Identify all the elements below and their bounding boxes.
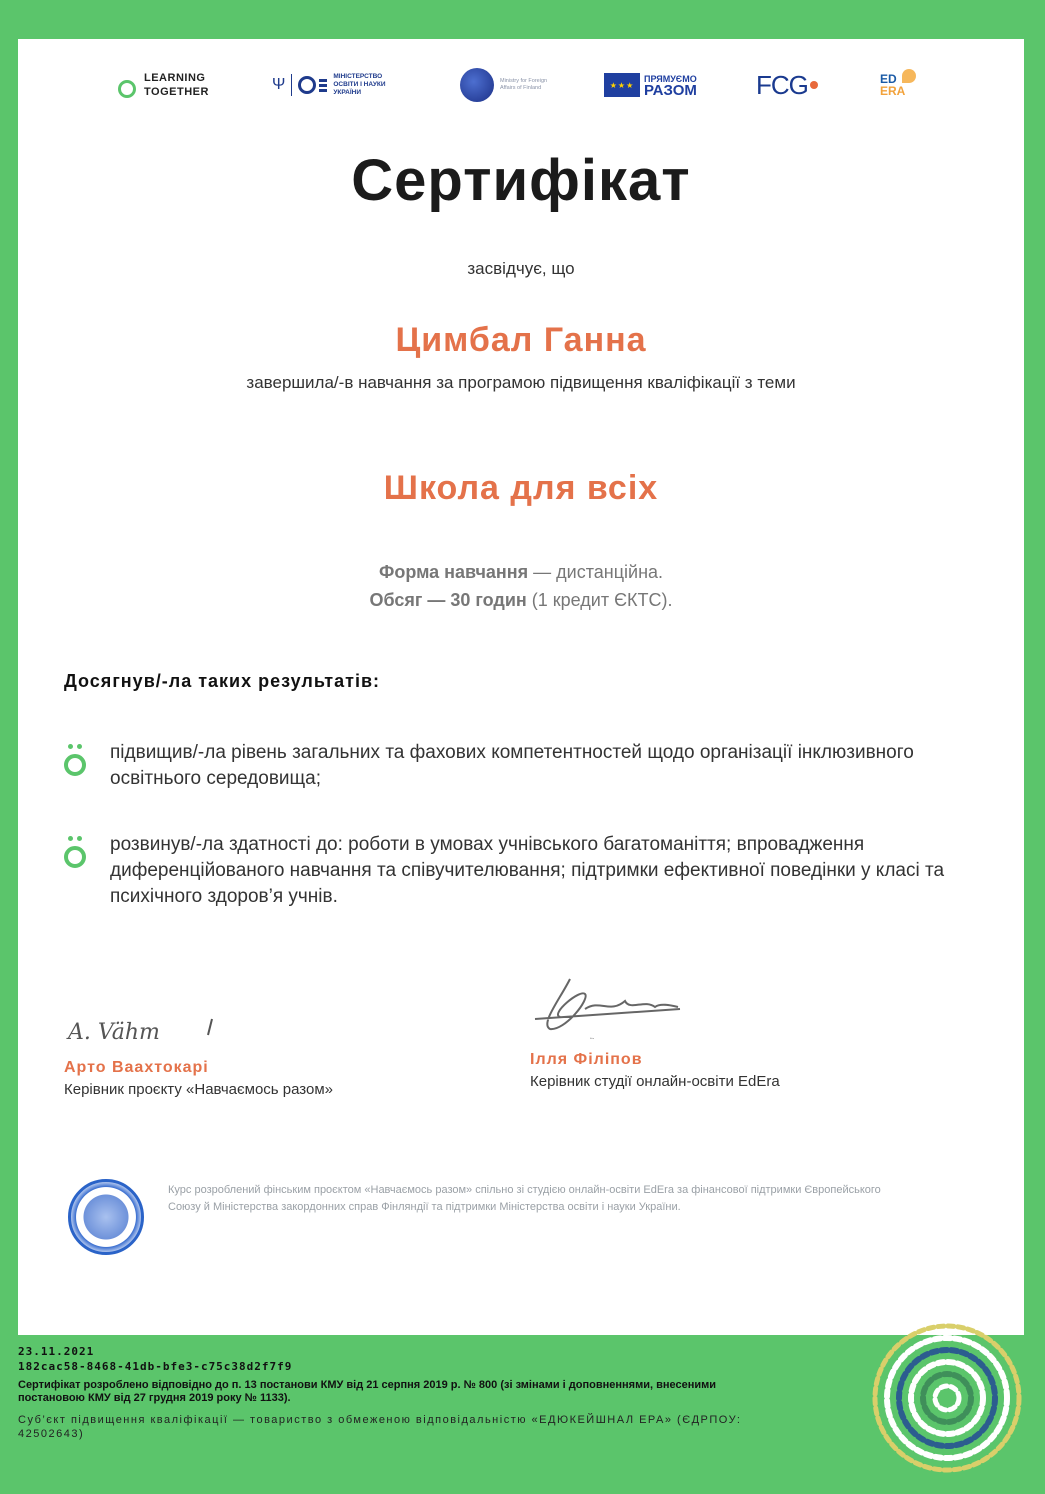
- result-item: підвищив/-ла рівень загальних та фахових компетентностей щодо організації інклюзивного освітнього середовища;: [64, 740, 964, 792]
- svg-text:Фіт: Фіт: [590, 1038, 595, 1040]
- finland-mfa-logo: Ministry for Foreign Affairs of Finland: [460, 65, 548, 105]
- volume-value: (1 кредит ЄКТС).: [526, 590, 673, 610]
- finland-emblem-icon: [460, 68, 494, 102]
- course-title: Школа для всіх: [383, 469, 659, 507]
- form-value: — дистанційна.: [528, 562, 664, 582]
- certifies-text: засвідчує, що: [467, 259, 575, 278]
- spiral-mosaic-icon: [862, 1318, 1032, 1488]
- edera-logo: ED ERA: [880, 65, 905, 105]
- signatory-role: Керівник проєкту «Навчаємось разом»: [64, 1081, 333, 1098]
- volume-label: Обсяг — 30 годин: [369, 590, 527, 610]
- result-item: розвинув/-ла здатності до: роботи в умовах учнівського багатоманіття; впровадження диференційованого навчання та співучителювання; підтримки ефективної поведінки у класі та психічного здоров’я учнів.: [64, 832, 964, 910]
- bullet-ring-icon: [64, 744, 86, 774]
- learning-together-logo: LEARNING TOGETHER: [118, 65, 209, 105]
- pryamuyemo-razom-logo: ★★★ ПРЯМУЄМО РАЗОМ: [604, 65, 697, 105]
- signatory-role: Керівник студії онлайн-освіти EdEra: [530, 1073, 780, 1090]
- learning-together-icon: [118, 80, 136, 98]
- official-seal-icon: [68, 1179, 144, 1255]
- certificate-id: 182cac58-8468-41db-bfe3-c75c38d2f7f9: [18, 1360, 293, 1373]
- signature-image: [530, 969, 930, 1047]
- footnote: Курс розроблений фінським проєктом «Навчаємось разом» спільно зі студією онлайн-освіти EdEra за фінансової підтримки Європейського Союзу й Міністерства закордонних справ Фінляндії та підтримки Міністерства освіти і науки України.: [168, 1184, 881, 1213]
- signature-image: [64, 1009, 464, 1055]
- bullet-ring-icon: [64, 836, 86, 866]
- certificate-sheet: [18, 39, 1024, 1335]
- issuing-entity: Суб’єкт підвищення кваліфікації — товариство з обмеженою відповідальністю «ЕДЮКЕЙШНАЛ ЕРА» (ЄДРПОУ: 42502643): [18, 1414, 742, 1440]
- course-meta: [18, 558, 1024, 614]
- svg-text:A. Vähm: A. Vähm: [68, 1020, 160, 1045]
- ministry-logo: Ψ МІНІСТЕРСТВО ОСВІТИ І НАУКИ УКРАЇНИ: [272, 73, 386, 96]
- fcg-dot-icon: [810, 81, 818, 89]
- issue-date: 23.11.2021: [18, 1345, 95, 1358]
- recipient-name: Цимбал Ганна: [395, 321, 647, 359]
- certificate-title: Сертифікат: [351, 148, 691, 213]
- signatory-name: Арто Ваахтокарі: [64, 1059, 209, 1076]
- results-heading: Досягнув/-ла таких результатів:: [64, 671, 381, 691]
- partner-logos: [18, 65, 1024, 105]
- signature-block: [530, 969, 930, 1090]
- legal-basis: Сертифікат розроблено відповідно до п. 13 постанови КМУ від 21 серпня 2019 р. № 800 (зі змінами і доповненнями, внесеними постановою КМУ від 27 грудня 2019 року № 1133).: [18, 1379, 717, 1404]
- form-label: Форма навчання: [378, 562, 529, 582]
- signatory-name: Ілля Філіпов: [530, 1051, 643, 1068]
- trident-icon: Ψ: [272, 76, 286, 93]
- completed-text: завершила/-в навчання за програмою підвищення кваліфікації з теми: [246, 373, 796, 392]
- ministry-bars-icon: [319, 79, 327, 92]
- certificate-footer: [18, 1345, 818, 1441]
- ministry-o-icon: [298, 76, 316, 94]
- signature-block: [64, 1009, 464, 1098]
- edera-hand-icon: [902, 69, 916, 83]
- eu-flag-icon: ★★★: [604, 73, 640, 97]
- fcg-logo: FCG: [756, 65, 818, 105]
